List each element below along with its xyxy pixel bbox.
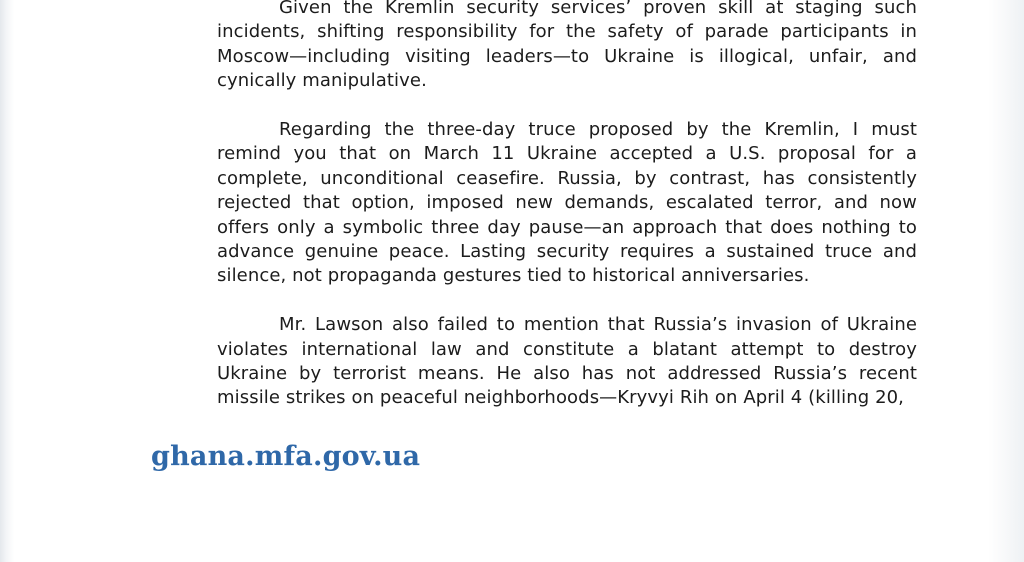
page-right-edge-shadow [988, 0, 1024, 562]
website-watermark: ghana.mfa.gov.ua [151, 441, 421, 472]
paragraph-security-services: Given the Kremlin security services’ proven skill at staging such incidents, shifting responsibility for the safety of parade participants in Moscow—including visiting leaders—to Ukraine is illogical, unfair, and cynically manipulative. [217, 0, 917, 92]
paragraph-three-day-truce: Regarding the three-day truce proposed by the Kremlin, I must remind you that on March 11 Ukraine accepted a U.S. proposal for a complete, unconditional ceasefire. Russia, by contrast, has consistently rejected that option, imposed new demands, escalated terror, and now offers only a symbolic three day pause—an approach that does nothing to advance genuine peace. Lasting security requires a sustained truce and silence, not propaganda gestures tied to historical anniversaries. [217, 119, 917, 287]
page-left-edge-shadow [0, 0, 14, 562]
paragraph-mr-lawson: Mr. Lawson also failed to mention that Russia’s invasion of Ukraine violates international law and constitute a blatant attempt to destroy Ukraine by terrorist means. He also has not addressed Russia’s recent missile strikes on peaceful neighborhoods—Kryvyi Rih on April 4 (killing 20, [217, 314, 917, 409]
letter-body [217, 0, 917, 411]
